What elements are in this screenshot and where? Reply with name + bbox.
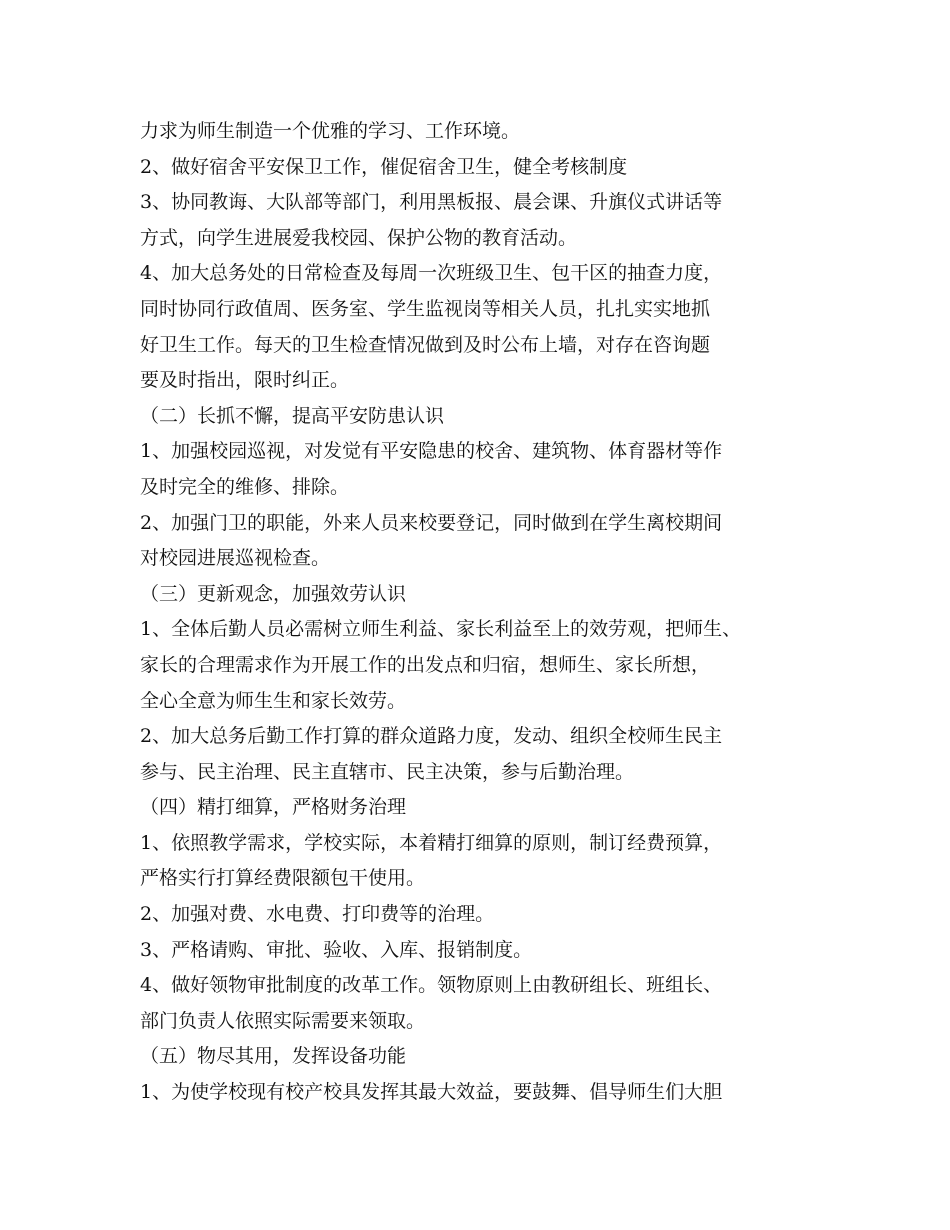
text-line: 2、加强对费、水电费、打印费等的治理。 [140, 903, 495, 926]
text-line: 对校园进展巡视检查。 [140, 547, 331, 570]
text-line: 4、加大总务处的日常检查及每周一次班级卫生、包干区的抽查力度， [140, 262, 723, 285]
text-line: 好卫生工作。每天的卫生检查情况做到及时公布上墙，对存在咨询题 [140, 333, 711, 356]
text-line: 3、协同教诲、大队部等部门，利用黑板报、晨会课、升旗仪式讲话等 [140, 191, 723, 214]
text-line: 方式，向学生进展爱我校园、保护公物的教育活动。 [140, 226, 578, 249]
text-line: 严格实行打算经费限额包干使用。 [140, 867, 426, 890]
text-line: 同时协同行政值周、医务室、学生监视岗等相关人员，扎扎实实地抓 [140, 297, 711, 320]
document-body [140, 114, 840, 1111]
text-line: 1、为使学校现有校产校具发挥其最大效益，要鼓舞、倡导师生们大胆 [140, 1081, 723, 1104]
text-line: 4、做好领物审批制度的改革工作。领物原则上由教研组长、班组长、 [140, 974, 723, 997]
text-line: 2、加大总务后勤工作打算的群众道路力度，发动、组织全校师生民主 [140, 725, 723, 748]
text-line: 参与、民主治理、民主直辖市、民主决策，参与后勤治理。 [140, 760, 635, 783]
text-line: 要及时指出，限时纠正。 [140, 369, 350, 392]
text-line: 部门负责人依照实际需要来领取。 [140, 1009, 426, 1032]
text-line: 1、加强校园巡视，对发觉有平安隐患的校舍、建筑物、体育器材等作 [140, 440, 723, 463]
text-line: 力求为师生制造一个优雅的学习、工作环境。 [140, 120, 521, 142]
text-line: 2、加强门卫的职能，外来人员来校要登记，同时做到在学生离校期间 [140, 511, 723, 534]
text-line: 2、做好宿舍平安保卫工作，催促宿舍卫生，健全考核制度 [140, 155, 628, 178]
text-line: 及时完全的维修、排除。 [140, 475, 350, 498]
text-line: 全心全意为师生生和家长效劳。 [140, 689, 407, 712]
section-heading: （五）物尽其用，发挥设备功能 [140, 1045, 407, 1068]
section-heading: （四）精打细算，严格财务治理 [140, 796, 407, 819]
text-line: 家长的合理需求作为开展工作的出发点和归宿，想师生、家长所想， [140, 653, 711, 676]
text-line: 1、全体后勤人员必需树立师生利益、家长利益至上的效劳观，把师生、 [140, 618, 742, 641]
text-line: 3、严格请购、审批、验收、入库、报销制度。 [140, 938, 533, 961]
text-line: 1、依照教学需求，学校实际，本着精打细算的原则，制订经费预算， [140, 831, 723, 854]
section-heading: （二）长抓不懈，提高平安防患认识 [140, 404, 445, 427]
section-heading: （三）更新观念，加强效劳认识 [140, 582, 407, 605]
